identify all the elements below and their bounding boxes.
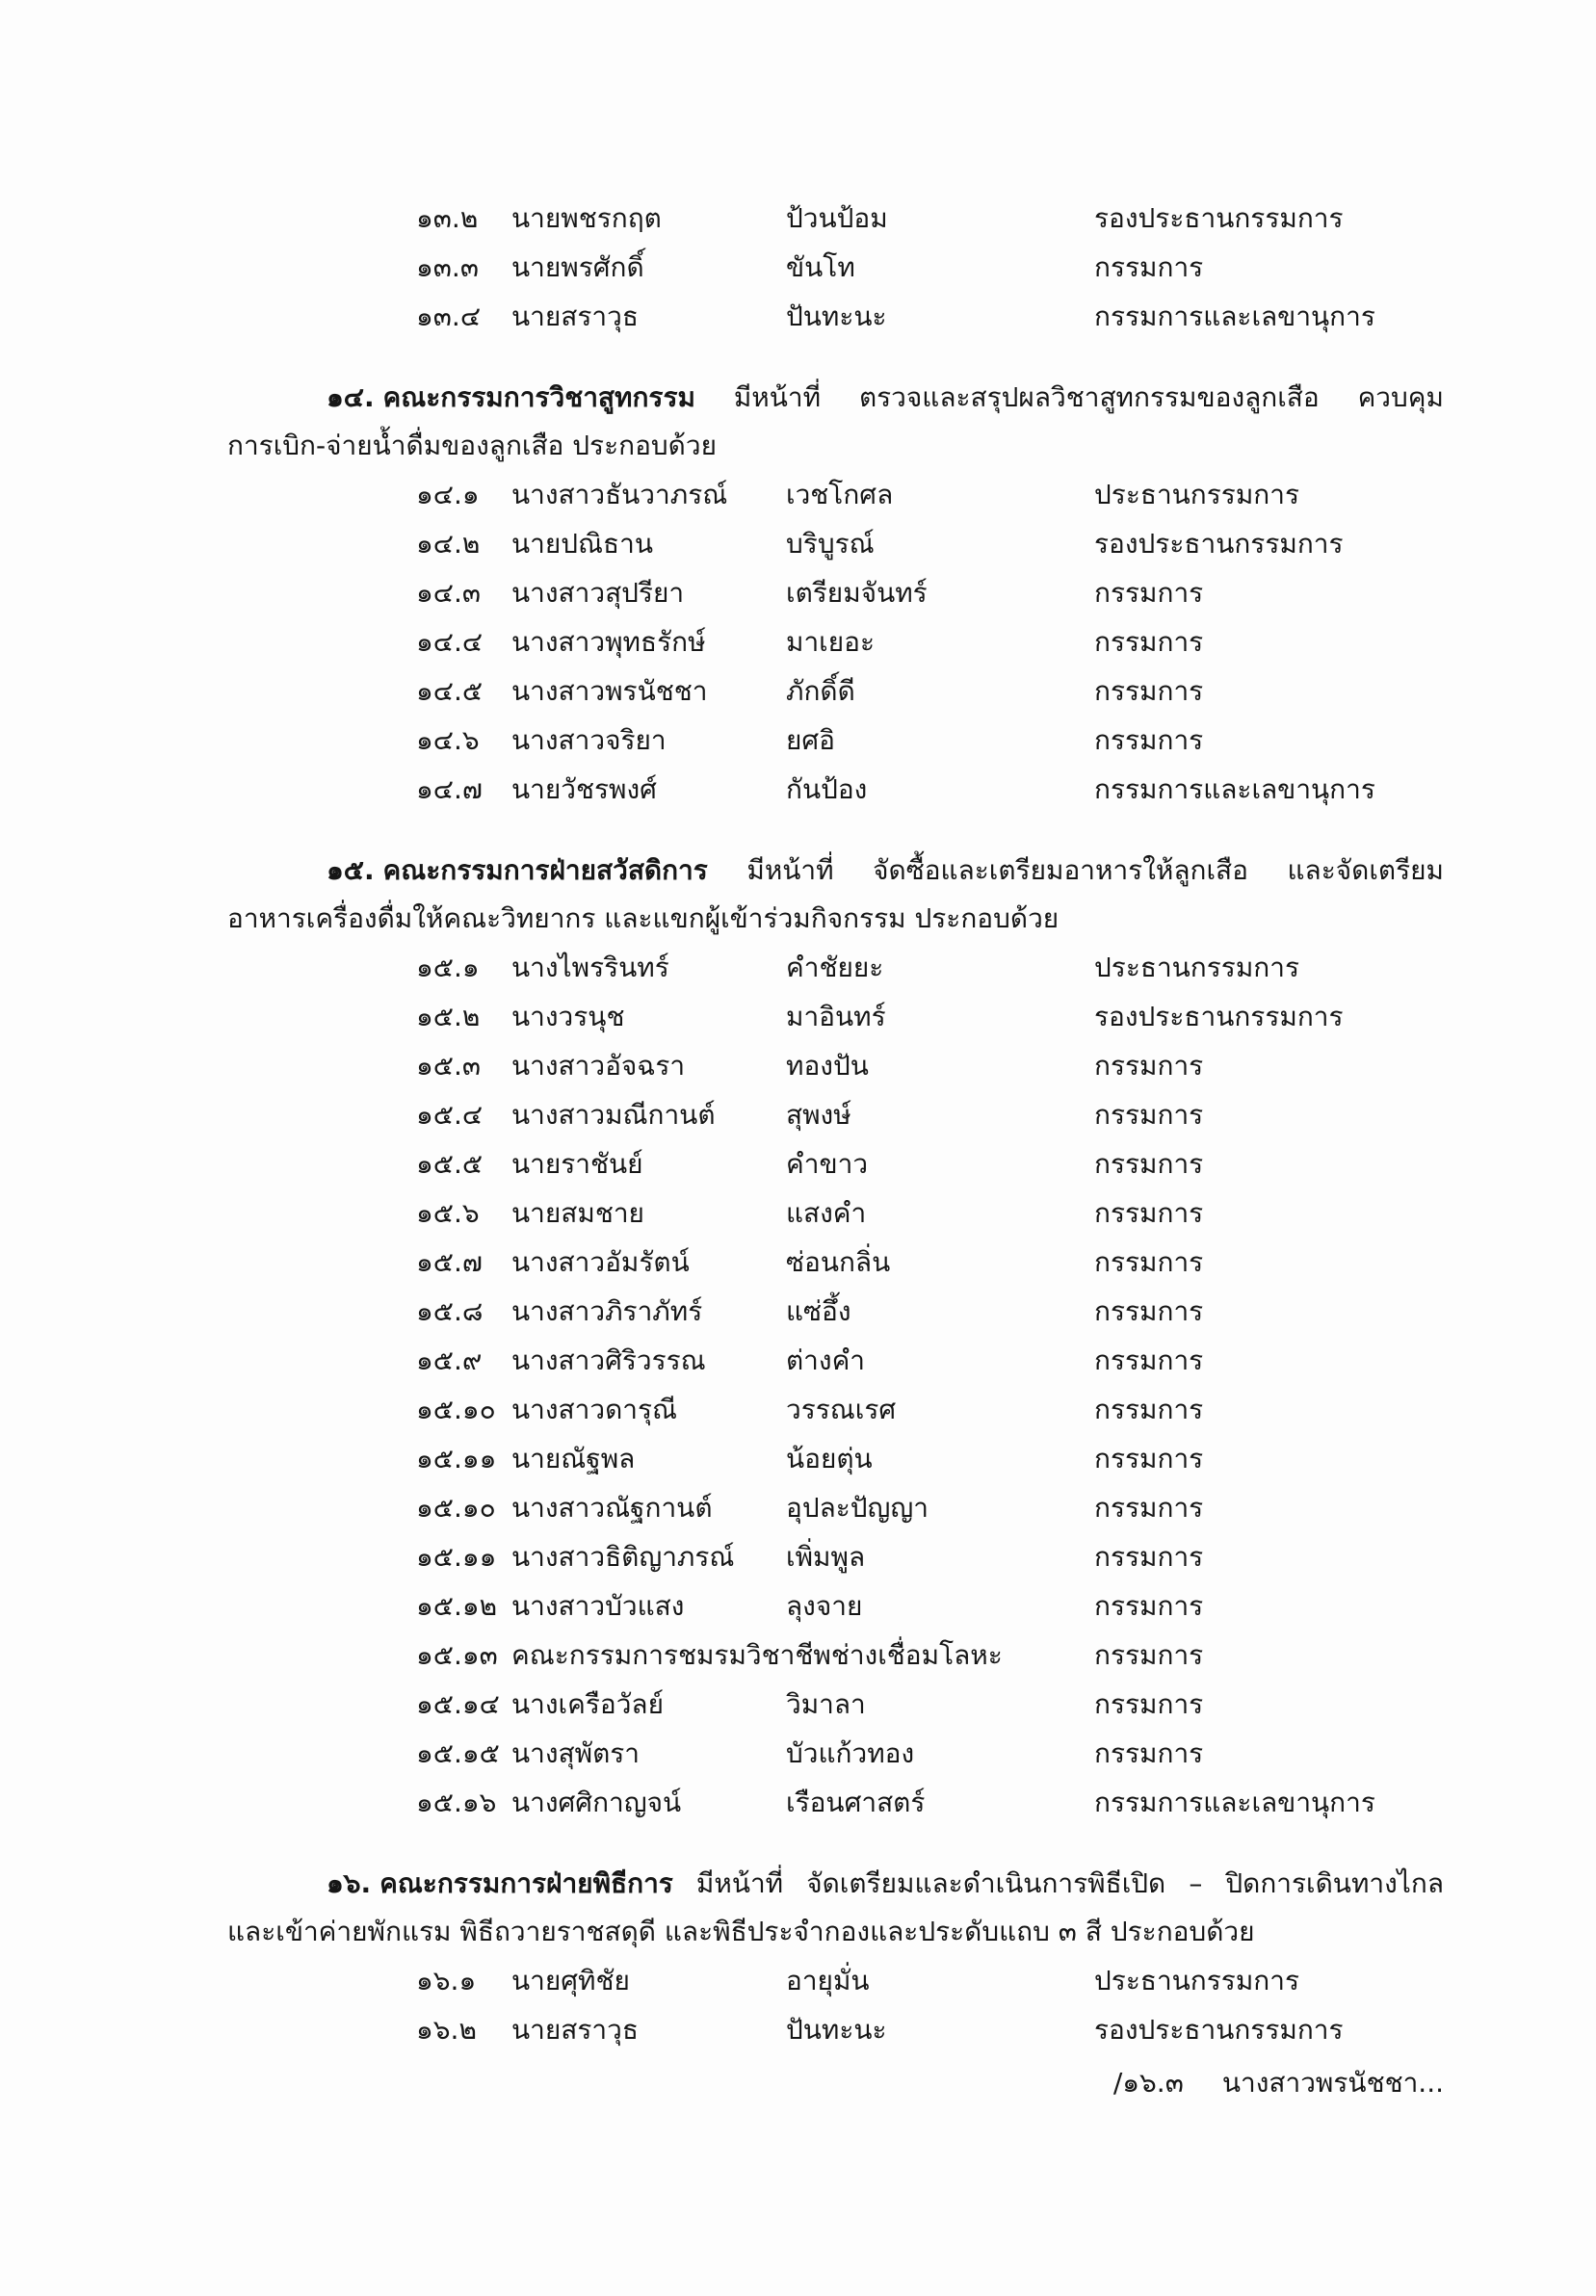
member-role: กรรมการ <box>1094 1197 1204 1229</box>
section-16 <box>0 1860 1596 2054</box>
member-row <box>0 1483 1596 1532</box>
member-number: ๑๕.๗ <box>416 1246 483 1278</box>
member-row <box>0 1336 1596 1385</box>
member-role: กรรมการ <box>1094 1246 1204 1278</box>
member-name: นายศุทิชัย <box>511 1965 630 1996</box>
member-row <box>0 1581 1596 1631</box>
member-surname: เวชโกศล <box>786 479 894 510</box>
member-role: กรรมการ <box>1094 251 1204 283</box>
member-row <box>0 992 1596 1041</box>
member-number: ๑๓.๒ <box>416 202 479 234</box>
member-number: ๑๕.๙ <box>416 1344 483 1376</box>
section-14-duty-word: มีหน้าที่ <box>733 381 822 413</box>
section-15-title-group <box>327 847 708 895</box>
member-name: นางสาวจริยา <box>511 724 667 756</box>
member-role: กรรมการ <box>1094 1639 1204 1671</box>
member-number: ๑๕.๑๐ <box>416 1492 496 1524</box>
member-row <box>0 568 1596 617</box>
member-number: ๑๓.๔ <box>416 300 482 332</box>
section-16-title-group <box>327 1860 673 1908</box>
member-number: ๑๕.๒ <box>416 1001 481 1032</box>
member-row <box>0 617 1596 666</box>
member-surname: กันป้อง <box>786 773 868 805</box>
next-page-item-number: /๑๖.๓ <box>1112 2067 1184 2099</box>
member-row <box>0 1532 1596 1581</box>
member-row <box>0 470 1596 519</box>
member-surname: บริบูรณ์ <box>786 528 875 560</box>
member-name: นายสมชาย <box>511 1197 644 1229</box>
member-name: นายณัฐพล <box>511 1443 636 1474</box>
section-15-number: ๑๕. <box>327 854 375 886</box>
member-number: ๑๔.๓ <box>416 577 482 609</box>
member-role: กรรมการ <box>1094 626 1204 658</box>
section-14 <box>0 374 1596 814</box>
member-row <box>0 1956 1596 2005</box>
member-role: กรรมการ <box>1094 1148 1204 1180</box>
member-surname: เตรียมจันทร์ <box>786 577 928 609</box>
member-role: รองประธานกรรมการ <box>1094 528 1344 560</box>
next-page-item-name: นางสาวพรนัชชา... <box>1221 2067 1444 2099</box>
member-role: กรรมการ <box>1094 1688 1204 1720</box>
member-number: ๑๕.๑๓ <box>416 1639 498 1671</box>
member-role: กรรมการและเลขานุการ <box>1094 1787 1375 1818</box>
member-name: นางสาวอัจฉรา <box>511 1050 686 1082</box>
member-role: กรรมการและเลขานุการ <box>1094 773 1375 805</box>
section-16-number: ๑๖. <box>327 1867 372 1899</box>
section-14-duty-word: ควบคุม <box>1357 381 1444 413</box>
member-name: นางเครือวัลย์ <box>511 1688 664 1720</box>
member-role: กรรมการ <box>1094 1737 1204 1769</box>
section-15-duty-word: จัดซื้อและเตรียมอาหารให้ลูกเสือ <box>873 854 1248 886</box>
member-row <box>0 1238 1596 1287</box>
member-name: นางสาวพรนัชชา <box>511 675 708 707</box>
member-surname: ปันทะนะ <box>786 300 887 332</box>
section-16-duty-word: – <box>1189 1867 1203 1899</box>
member-number: ๑๕.๓ <box>416 1050 482 1082</box>
member-row <box>0 1287 1596 1336</box>
section-16-duty-word: ปิดการเดินทางไกล <box>1225 1867 1444 1899</box>
member-role: รองประธานกรรมการ <box>1094 1001 1344 1032</box>
member-number: ๑๕.๔ <box>416 1099 484 1131</box>
member-role: กรรมการ <box>1094 1541 1204 1573</box>
member-row <box>0 2005 1596 2054</box>
member-surname: ลุงจาย <box>786 1590 863 1622</box>
member-row <box>0 1778 1596 1827</box>
member-number: ๑๕.๑๐ <box>416 1394 496 1425</box>
member-number: ๑๓.๓ <box>416 251 479 283</box>
member-name: นางสาวสุปรียา <box>511 577 685 609</box>
member-row <box>0 1041 1596 1090</box>
member-surname: ภักดิ์ดี <box>786 675 855 707</box>
section-15-title: คณะกรรมการฝ่ายสวัสดิการ <box>382 854 708 886</box>
member-role: กรรมการ <box>1094 1099 1204 1131</box>
section-14-duty-word: ตรวจและสรุปผลวิชาสูทกรรมของลูกเสือ <box>858 381 1320 413</box>
member-name: นางวรนุช <box>511 1001 625 1032</box>
member-number: ๑๔.๔ <box>416 626 484 658</box>
member-row <box>0 519 1596 568</box>
member-surname: บัวแก้วทอง <box>786 1737 915 1769</box>
section-14-heading-line-1 <box>327 374 1444 422</box>
section-15 <box>0 847 1596 1827</box>
member-surname: วิมาลา <box>786 1688 866 1720</box>
member-row <box>0 716 1596 765</box>
member-name: นายวัชรพงศ์ <box>511 773 657 805</box>
section-14-heading <box>0 374 1444 470</box>
member-surname: เรือนศาสตร์ <box>786 1787 926 1818</box>
section-15-members <box>0 943 1596 1827</box>
section-15-heading <box>0 847 1444 943</box>
member-surname: ปันทะนะ <box>786 2014 887 2046</box>
member-row <box>0 1729 1596 1778</box>
section-16-members <box>0 1956 1596 2054</box>
member-role: กรรมการ <box>1094 1050 1204 1082</box>
member-number: ๑๔.๖ <box>416 724 480 756</box>
member-surname: ซ่อนกลิ่น <box>786 1246 891 1278</box>
section-15-duty-word: มีหน้าที่ <box>746 854 834 886</box>
member-row <box>0 1188 1596 1238</box>
section-14-number: ๑๔. <box>327 381 375 413</box>
member-surname: อายุมั่น <box>786 1965 870 1996</box>
member-number: ๑๕.๑๒ <box>416 1590 498 1622</box>
section-16-heading-line-2: และเข้าค่ายพักแรม พิธีถวายราชสดุดี และพิธีประจำกองและประดับแถบ ๓ สี ประกอบด้วย <box>227 1916 1255 1947</box>
member-surname: วรรณเรศ <box>786 1394 897 1425</box>
member-number: ๑๕.๑๑ <box>416 1541 497 1573</box>
member-name: นางสาวบัวแสง <box>511 1590 685 1622</box>
member-row <box>0 666 1596 716</box>
member-name: นางสาวภิราภัทร์ <box>511 1295 703 1327</box>
member-name: นางสาวพุทธรักษ์ <box>511 626 706 658</box>
section-13-members <box>0 194 1596 341</box>
member-row <box>0 1090 1596 1139</box>
committee-name: คณะกรรมการชมรมวิชาชีพช่างเชื่อมโลหะ <box>511 1639 1003 1671</box>
member-name: นางสาวดารุณี <box>511 1394 677 1425</box>
member-surname: แสงคำ <box>786 1197 867 1229</box>
member-name: นายราชันย์ <box>511 1148 643 1180</box>
section-14-members <box>0 470 1596 814</box>
section-16-heading <box>0 1860 1444 1956</box>
member-row <box>0 1139 1596 1188</box>
member-role: กรรมการ <box>1094 1492 1204 1524</box>
member-role: กรรมการ <box>1094 577 1204 609</box>
member-name: นางสาวณัฐกานต์ <box>511 1492 713 1524</box>
section-15-heading-line-2: อาหารเครื่องดื่มให้คณะวิทยากร และแขกผู้เข้าร่วมกิจกรรม ประกอบด้วย <box>227 902 1060 934</box>
member-surname: อุปละปัญญา <box>786 1492 929 1524</box>
member-number: ๑๔.๑ <box>416 479 480 510</box>
member-name: นายพชรกฤต <box>511 202 662 234</box>
member-row <box>0 243 1596 292</box>
member-name: นางสาวธิติญาภรณ์ <box>511 1541 735 1573</box>
section-15-duty-word: และจัดเตรียม <box>1287 854 1444 886</box>
member-surname: สุพงษ์ <box>786 1099 851 1131</box>
member-row <box>0 943 1596 992</box>
section-16-duty-word: จัดเตรียมและดำเนินการพิธีเปิด <box>806 1867 1166 1899</box>
member-row <box>0 1680 1596 1729</box>
member-row <box>0 1631 1596 1680</box>
member-surname: ป้วนป้อม <box>786 202 888 234</box>
section-13 <box>0 194 1596 341</box>
member-row <box>0 194 1596 243</box>
member-number: ๑๕.๘ <box>416 1295 484 1327</box>
member-name: นางสาวธันวาภรณ์ <box>511 479 728 510</box>
member-number: ๑๕.๑๔ <box>416 1688 500 1720</box>
member-surname: คำชัยยะ <box>786 952 884 983</box>
member-number: ๑๕.๑๕ <box>416 1737 500 1769</box>
member-role: ประธานกรรมการ <box>1094 952 1300 983</box>
section-16-duty-word: มีหน้าที่ <box>695 1867 784 1899</box>
section-14-heading-line-2: การเบิก-จ่ายน้ำดื่มของลูกเสือ ประกอบด้วย <box>227 430 717 461</box>
member-name: นางสาวอัมรัตน์ <box>511 1246 690 1278</box>
member-name: นายสราวุธ <box>511 2014 639 2046</box>
member-number: ๑๖.๒ <box>416 2014 477 2046</box>
member-role: กรรมการ <box>1094 1295 1204 1327</box>
member-row <box>0 1434 1596 1483</box>
member-surname: เพิ่มพูล <box>786 1541 866 1573</box>
member-name: นางศศิกาญจน์ <box>511 1787 682 1818</box>
member-number: ๑๖.๑ <box>416 1965 477 1996</box>
member-role: กรรมการ <box>1094 1590 1204 1622</box>
member-role: กรรมการ <box>1094 1344 1204 1376</box>
member-role: กรรมการ <box>1094 675 1204 707</box>
member-role: กรรมการ <box>1094 1443 1204 1474</box>
member-role: กรรมการและเลขานุการ <box>1094 300 1375 332</box>
member-name: นายพรศักดิ์ <box>511 251 644 283</box>
member-role: รองประธานกรรมการ <box>1094 202 1344 234</box>
member-row <box>0 292 1596 341</box>
member-role: รองประธานกรรมการ <box>1094 2014 1344 2046</box>
member-role: กรรมการ <box>1094 724 1204 756</box>
section-16-title: คณะกรรมการฝ่ายพิธีการ <box>379 1867 673 1899</box>
member-number: ๑๕.๑ <box>416 952 480 983</box>
member-name: นางสาวมณีกานต์ <box>511 1099 716 1131</box>
member-surname: แซ่อึ้ง <box>786 1295 851 1327</box>
section-16-heading-line-1 <box>327 1860 1444 1908</box>
member-surname: คำขาว <box>786 1148 869 1180</box>
member-name: นางสุพัตรา <box>511 1737 641 1769</box>
member-name: นางสาวศิริวรรณ <box>511 1344 706 1376</box>
member-name: นายปณิธาน <box>511 528 653 560</box>
member-number: ๑๕.๑๖ <box>416 1787 497 1818</box>
section-15-heading-line-1 <box>327 847 1444 895</box>
member-number: ๑๕.๖ <box>416 1197 480 1229</box>
member-surname: ขันโท <box>786 251 855 283</box>
member-name: นายสราวุธ <box>511 300 639 332</box>
member-surname: ต่างคำ <box>786 1344 866 1376</box>
section-14-title: คณะกรรมการวิชาสูทกรรม <box>382 381 695 413</box>
member-number: ๑๔.๗ <box>416 773 483 805</box>
next-page-reference <box>0 2058 1444 2107</box>
document-body <box>0 194 1596 2107</box>
member-number: ๑๔.๕ <box>416 675 484 707</box>
member-row <box>0 1385 1596 1434</box>
member-role: ประธานกรรมการ <box>1094 1965 1300 1996</box>
member-number: ๑๕.๑๑ <box>416 1443 497 1474</box>
member-role: ประธานกรรมการ <box>1094 479 1300 510</box>
member-surname: ทองปัน <box>786 1050 869 1082</box>
member-role: กรรมการ <box>1094 1394 1204 1425</box>
section-14-title-group <box>327 374 695 422</box>
member-row <box>0 765 1596 814</box>
member-number: ๑๕.๕ <box>416 1148 484 1180</box>
member-surname: มาเยอะ <box>786 626 876 658</box>
member-name: นางไพรรินทร์ <box>511 952 669 983</box>
member-number: ๑๔.๒ <box>416 528 481 560</box>
member-surname: ยศอิ <box>786 724 835 756</box>
member-surname: น้อยตุ่น <box>786 1443 873 1474</box>
member-surname: มาอินทร์ <box>786 1001 886 1032</box>
